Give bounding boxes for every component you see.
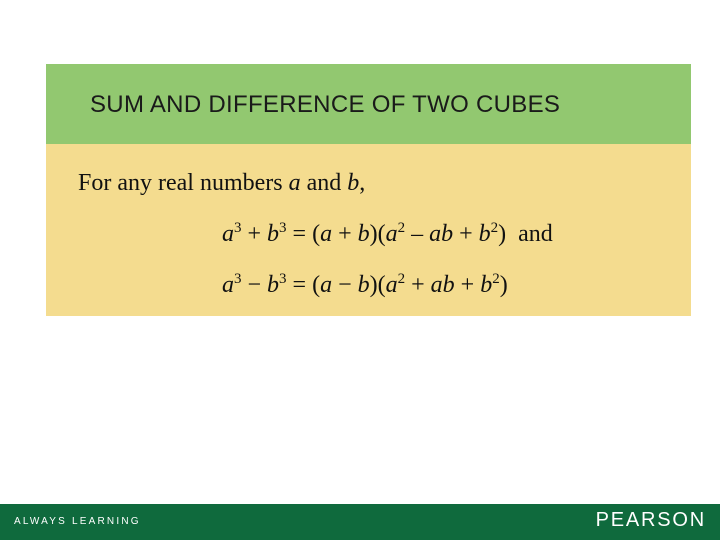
box-title: SUM AND DIFFERENCE OF TWO CUBES — [90, 91, 561, 118]
sum-of-cubes-formula: $a^3 + b^3 = (a + b)(a^2$ – ab + $b^2$) and — [222, 220, 553, 247]
var-b: b — [347, 170, 360, 196]
footer-bar — [0, 504, 720, 540]
definition-box — [46, 64, 691, 316]
var-a: a — [288, 170, 301, 196]
footer-tagline: ALWAYS LEARNING — [14, 516, 141, 527]
box-body — [46, 144, 691, 316]
pearson-logo: PEARSON — [595, 509, 706, 531]
conjunction-and: and — [518, 221, 553, 247]
intro-text: For any real numbers a and b, — [78, 170, 366, 196]
difference-of-cubes-formula: $a^3 - b^3 = (a - b)(a^2$ + ab + $b^2$) — [222, 271, 508, 298]
box-header — [46, 64, 691, 144]
